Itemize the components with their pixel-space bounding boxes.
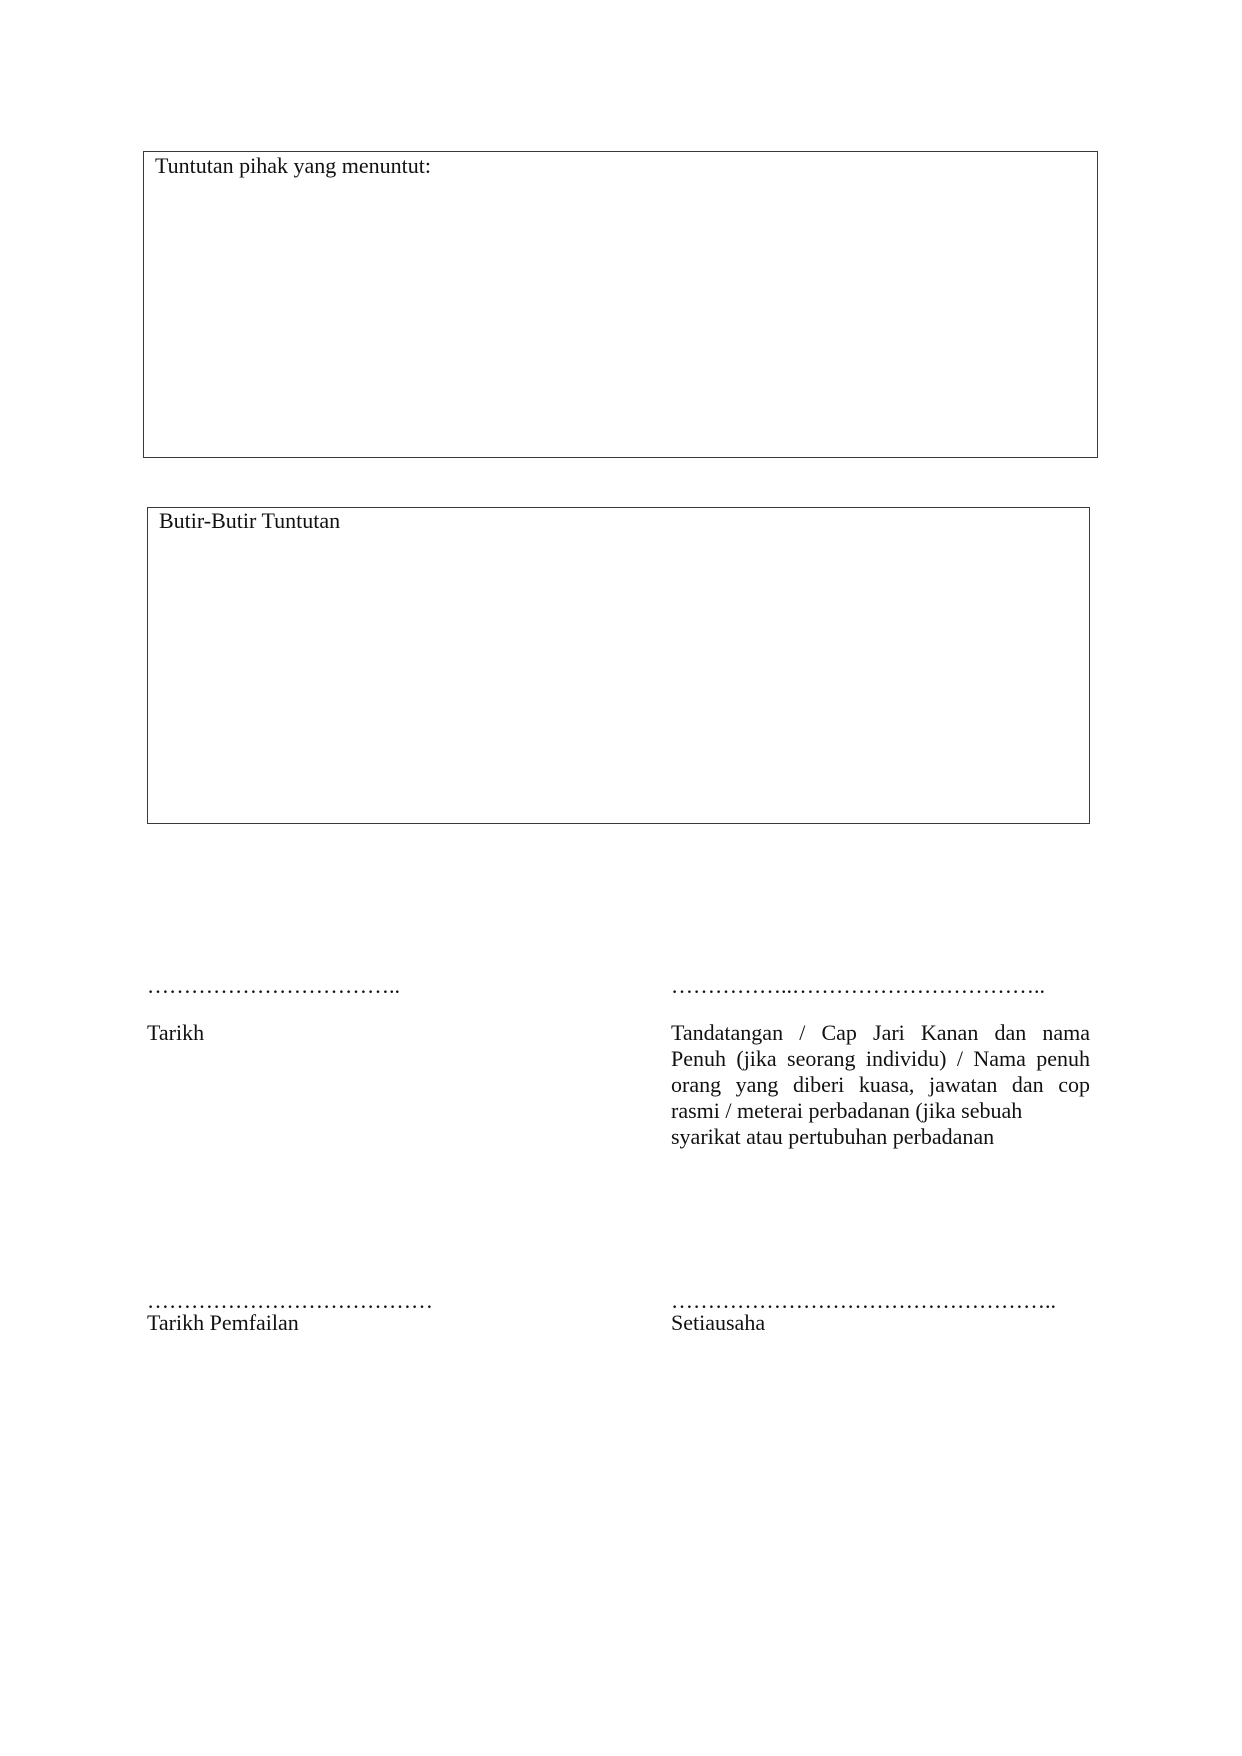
- claim-particulars-box[interactable]: [147, 507, 1090, 824]
- claims-box-label: Tuntutan pihak yang menuntut:: [155, 153, 432, 178]
- claims-box[interactable]: [143, 151, 1098, 458]
- claim-particulars-label: Butir-Butir Tuntutan: [159, 508, 341, 533]
- secretary-label: Setiausaha: [671, 1310, 766, 1335]
- secretary-signature-line[interactable]: ……………………………………………..: [671, 1288, 1056, 1313]
- date-label: Tarikh: [147, 1020, 205, 1045]
- signature-caption-line: syarikat atau pertubuhan perbadanan: [671, 1124, 995, 1149]
- filing-date-label: Tarikh Pemfailan: [147, 1310, 299, 1335]
- signature-caption-line: orang yang diberi kuasa, jawatan dan cop: [671, 1072, 1090, 1097]
- filing-date-line[interactable]: …………………………………: [147, 1288, 433, 1313]
- signature-caption-line: Penuh (jika seorang individu) / Nama penuh: [671, 1046, 1090, 1071]
- signature-caption-line: rasmi / meterai perbadanan (jika sebuah: [671, 1098, 1023, 1123]
- date-signature-line[interactable]: ……………………………..: [147, 973, 400, 998]
- signature-caption-line: Tandatangan / Cap Jari Kanan dan nama: [671, 1020, 1090, 1045]
- signature-line[interactable]: ……………..……………………………..: [671, 973, 1045, 998]
- signature-caption: [671, 1020, 1090, 1150]
